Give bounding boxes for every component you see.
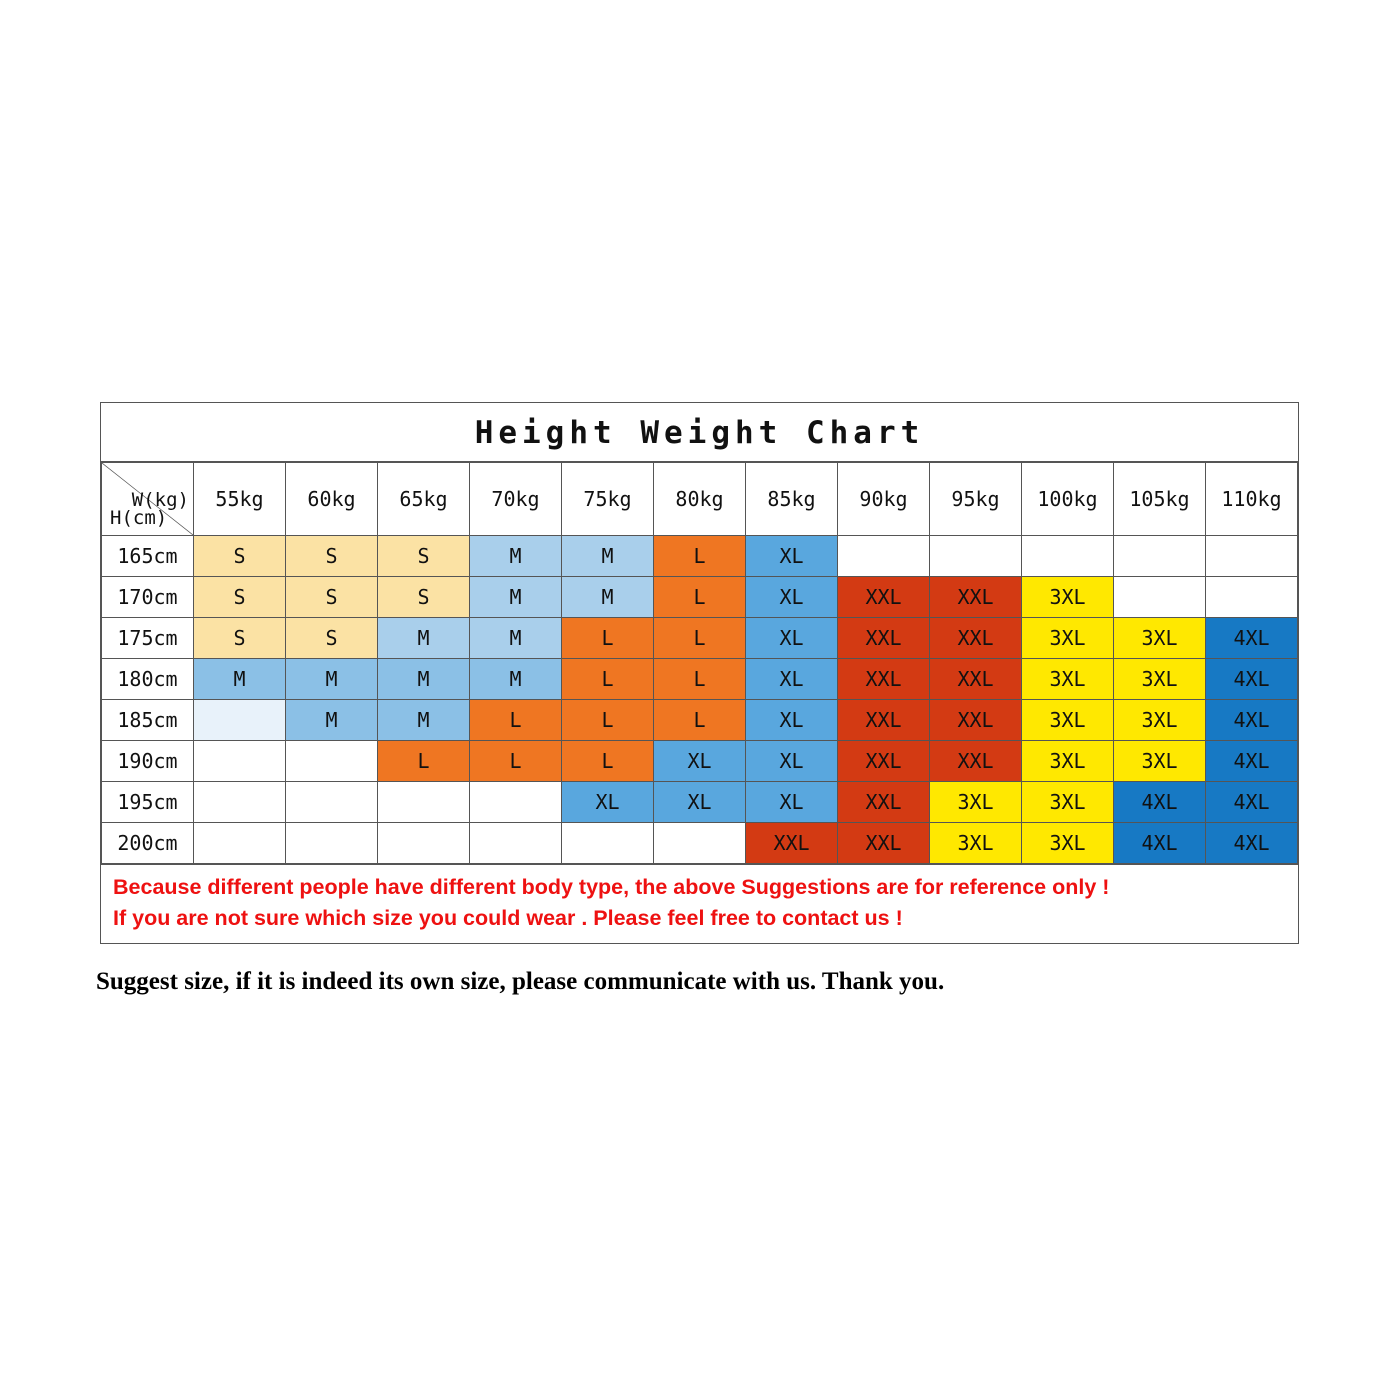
chart-title: Height Weight Chart — [101, 403, 1298, 462]
row-header: 195cm — [102, 782, 194, 823]
table-row — [102, 823, 1298, 864]
size-cell — [1206, 577, 1298, 618]
column-header: 105kg — [1114, 463, 1206, 536]
size-cell: 3XL — [1022, 659, 1114, 700]
size-cell: XL — [746, 782, 838, 823]
size-cell: XXL — [930, 741, 1022, 782]
size-cell — [654, 823, 746, 864]
size-cell — [286, 782, 378, 823]
size-cell: M — [378, 659, 470, 700]
size-cell: XL — [746, 741, 838, 782]
size-cell: XXL — [930, 577, 1022, 618]
size-cell: L — [654, 577, 746, 618]
size-cell — [930, 536, 1022, 577]
size-cell: M — [286, 700, 378, 741]
weight-axis-label: W(kg) — [131, 489, 189, 511]
table-header-row — [102, 463, 1298, 536]
size-cell: S — [378, 536, 470, 577]
size-cell: L — [654, 536, 746, 577]
size-cell — [286, 741, 378, 782]
size-cell: 3XL — [930, 782, 1022, 823]
column-header: 75kg — [562, 463, 654, 536]
size-cell: L — [654, 618, 746, 659]
size-cell: 3XL — [1114, 618, 1206, 659]
size-cell: M — [470, 536, 562, 577]
row-header: 185cm — [102, 700, 194, 741]
column-header: 95kg — [930, 463, 1022, 536]
size-table — [101, 462, 1298, 864]
size-cell — [194, 782, 286, 823]
size-cell: S — [194, 618, 286, 659]
size-cell: XL — [746, 659, 838, 700]
size-cell — [1114, 536, 1206, 577]
size-cell: M — [378, 700, 470, 741]
size-cell — [378, 782, 470, 823]
size-cell: 3XL — [1022, 700, 1114, 741]
size-cell: 3XL — [1114, 700, 1206, 741]
size-cell: L — [562, 700, 654, 741]
size-cell: XL — [746, 700, 838, 741]
size-cell — [1022, 536, 1114, 577]
notes-box — [101, 864, 1298, 943]
size-cell: 4XL — [1206, 659, 1298, 700]
size-cell — [470, 782, 562, 823]
row-header: 200cm — [102, 823, 194, 864]
table-row — [102, 536, 1298, 577]
column-header: 100kg — [1022, 463, 1114, 536]
size-cell: XL — [746, 577, 838, 618]
size-cell: XXL — [746, 823, 838, 864]
size-cell: 3XL — [1114, 659, 1206, 700]
size-cell: 4XL — [1114, 823, 1206, 864]
size-cell — [562, 823, 654, 864]
table-row — [102, 782, 1298, 823]
size-cell: XL — [746, 536, 838, 577]
size-cell: XXL — [930, 700, 1022, 741]
size-cell: 3XL — [1022, 782, 1114, 823]
size-cell: XXL — [838, 782, 930, 823]
size-cell: XL — [654, 741, 746, 782]
note-line-1: Because different people have different body type, the above Suggestions are for reference only ! — [113, 875, 1110, 899]
size-cell: S — [286, 618, 378, 659]
size-cell: M — [562, 536, 654, 577]
size-cell: 3XL — [1022, 741, 1114, 782]
height-axis-label: H(cm) — [110, 507, 168, 529]
size-cell: XL — [562, 782, 654, 823]
size-cell: M — [470, 618, 562, 659]
column-header: 65kg — [378, 463, 470, 536]
column-header: 90kg — [838, 463, 930, 536]
size-cell: XL — [654, 782, 746, 823]
column-header: 60kg — [286, 463, 378, 536]
size-cell: L — [562, 659, 654, 700]
table-row — [102, 577, 1298, 618]
size-cell: 3XL — [1022, 577, 1114, 618]
size-cell: 3XL — [1022, 823, 1114, 864]
size-cell: M — [562, 577, 654, 618]
size-cell: 4XL — [1206, 700, 1298, 741]
size-cell: L — [378, 741, 470, 782]
size-cell: L — [470, 741, 562, 782]
size-cell: M — [194, 659, 286, 700]
size-cell: 4XL — [1206, 823, 1298, 864]
size-cell: M — [470, 577, 562, 618]
table-row — [102, 741, 1298, 782]
row-header: 165cm — [102, 536, 194, 577]
size-cell: 3XL — [930, 823, 1022, 864]
size-cell: 4XL — [1114, 782, 1206, 823]
axis-corner-cell — [102, 463, 194, 536]
size-cell — [194, 700, 286, 741]
table-row — [102, 659, 1298, 700]
size-cell: S — [194, 536, 286, 577]
size-cell — [286, 823, 378, 864]
table-row — [102, 618, 1298, 659]
size-cell: XXL — [930, 659, 1022, 700]
size-cell — [838, 536, 930, 577]
size-cell: XL — [746, 618, 838, 659]
size-cell: XXL — [838, 823, 930, 864]
table-row — [102, 700, 1298, 741]
size-cell: M — [378, 618, 470, 659]
size-cell: 4XL — [1206, 741, 1298, 782]
column-header: 70kg — [470, 463, 562, 536]
size-cell: S — [286, 536, 378, 577]
footer-note: Suggest size, if it is indeed its own size, please communicate with us. Thank you. — [96, 968, 945, 995]
column-header: 80kg — [654, 463, 746, 536]
size-cell: XXL — [838, 659, 930, 700]
size-cell: XXL — [838, 618, 930, 659]
size-cell: S — [286, 577, 378, 618]
size-cell: L — [654, 700, 746, 741]
size-cell — [1114, 577, 1206, 618]
size-cell — [194, 741, 286, 782]
row-header: 180cm — [102, 659, 194, 700]
size-cell: XXL — [838, 700, 930, 741]
row-header: 175cm — [102, 618, 194, 659]
size-cell: XXL — [930, 618, 1022, 659]
size-cell: S — [378, 577, 470, 618]
table-body — [102, 536, 1298, 864]
size-cell — [378, 823, 470, 864]
size-cell: XXL — [838, 741, 930, 782]
size-cell: S — [194, 577, 286, 618]
column-header: 85kg — [746, 463, 838, 536]
column-header: 110kg — [1206, 463, 1298, 536]
size-cell: 3XL — [1022, 618, 1114, 659]
size-cell: M — [470, 659, 562, 700]
size-cell: L — [654, 659, 746, 700]
row-header: 190cm — [102, 741, 194, 782]
size-cell: L — [470, 700, 562, 741]
height-weight-chart — [100, 402, 1299, 944]
column-header: 55kg — [194, 463, 286, 536]
size-cell: XXL — [838, 577, 930, 618]
note-line-2: If you are not sure which size you could wear . Please feel free to contact us ! — [113, 906, 903, 930]
size-cell: 4XL — [1206, 782, 1298, 823]
size-cell: L — [562, 741, 654, 782]
size-cell — [194, 823, 286, 864]
size-cell — [470, 823, 562, 864]
size-cell — [1206, 536, 1298, 577]
size-cell: 4XL — [1206, 618, 1298, 659]
size-cell: M — [286, 659, 378, 700]
size-cell: L — [562, 618, 654, 659]
row-header: 170cm — [102, 577, 194, 618]
size-cell: 3XL — [1114, 741, 1206, 782]
